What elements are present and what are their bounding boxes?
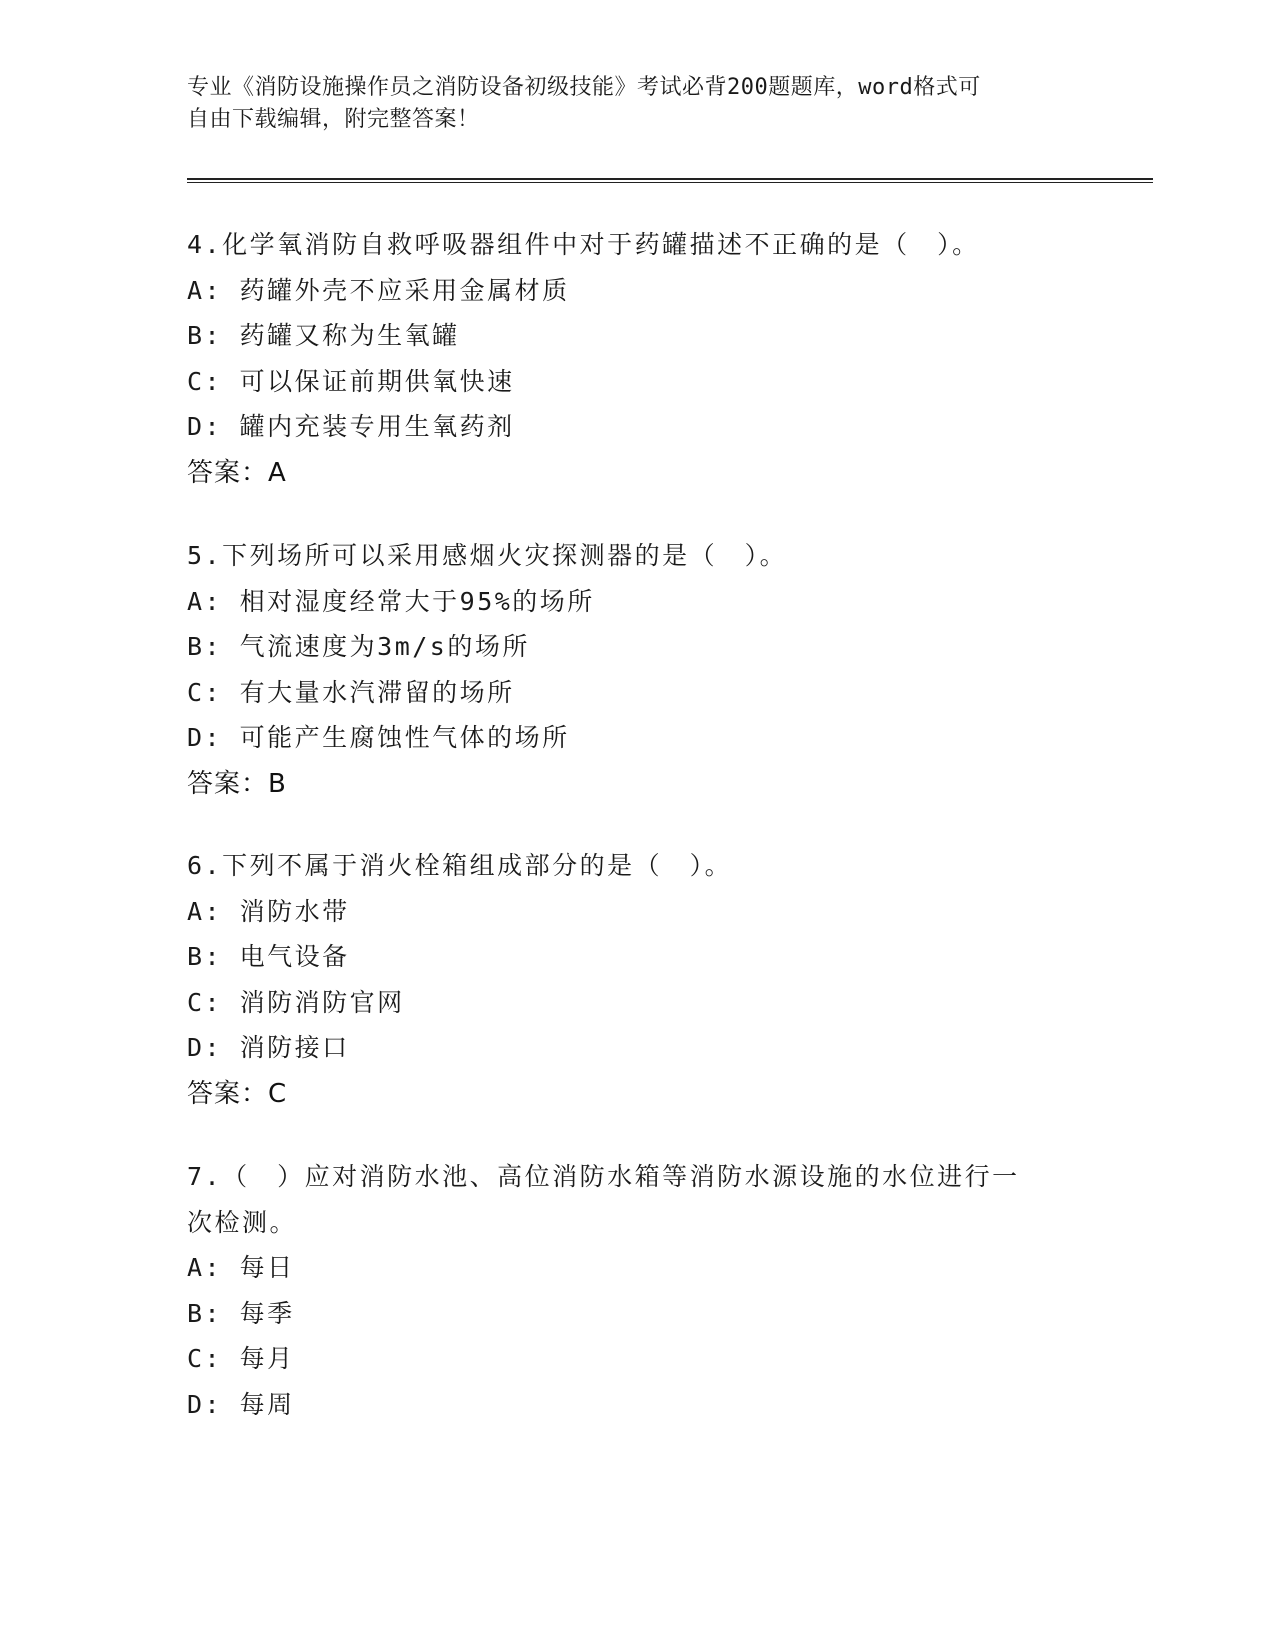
option-b: B: 药罐又称为生氧罐 — [187, 321, 460, 350]
question-stem: 4.化学氧消防自救呼吸器组件中对于药罐描述不正确的是（ ）。 — [187, 230, 980, 259]
question-4 — [187, 222, 1067, 496]
answer-label: 答案：C — [187, 1078, 288, 1109]
header-divider-top — [187, 178, 1153, 180]
question-stem-line-1: 7.（ ）应对消防水池、高位消防水箱等消防水源设施的水位进行一 — [187, 1162, 1020, 1191]
option-c: C: 可以保证前期供氧快速 — [187, 366, 515, 396]
option-a: A: 每日 — [187, 1253, 295, 1282]
option-a: A: 相对湿度经常大于95%的场所 — [187, 586, 595, 616]
option-d: D: 罐内充装专用生氧药剂 — [187, 412, 515, 441]
option-b: B: 电气设备 — [187, 942, 350, 971]
document-header — [187, 72, 1067, 136]
question-5 — [187, 533, 1067, 807]
answer-label: 答案：B — [187, 768, 287, 799]
question-stem: 5.下列场所可以采用感烟火灾探测器的是（ ）。 — [187, 541, 788, 570]
option-b: B: 气流速度为3m/s的场所 — [187, 632, 530, 661]
header-line-2: 自由下载编辑，附完整答案！ — [187, 107, 480, 132]
option-c: C: 每月 — [187, 1344, 295, 1373]
option-c: C: 消防消防官网 — [187, 987, 405, 1017]
answer-label: 答案：A — [187, 457, 287, 488]
option-a: A: 药罐外壳不应采用金属材质 — [187, 275, 570, 305]
option-b: B: 每季 — [187, 1298, 295, 1328]
question-7 — [187, 1154, 1067, 1427]
question-6 — [187, 843, 1067, 1117]
question-stem-line-2: 次检测。 — [187, 1207, 298, 1237]
header-divider-bottom — [187, 182, 1153, 183]
option-d: D: 每周 — [187, 1389, 295, 1419]
option-c: C: 有大量水汽滞留的场所 — [187, 677, 515, 707]
option-d: D: 可能产生腐蚀性气体的场所 — [187, 723, 570, 752]
option-d: D: 消防接口 — [187, 1033, 350, 1062]
header-line-1: 专业《消防设施操作员之消防设备初级技能》考试必背200题题库，word格式可 — [187, 75, 981, 100]
option-a: A: 消防水带 — [187, 896, 350, 926]
question-stem: 6.下列不属于消火栓箱组成部分的是（ ）。 — [187, 851, 733, 880]
